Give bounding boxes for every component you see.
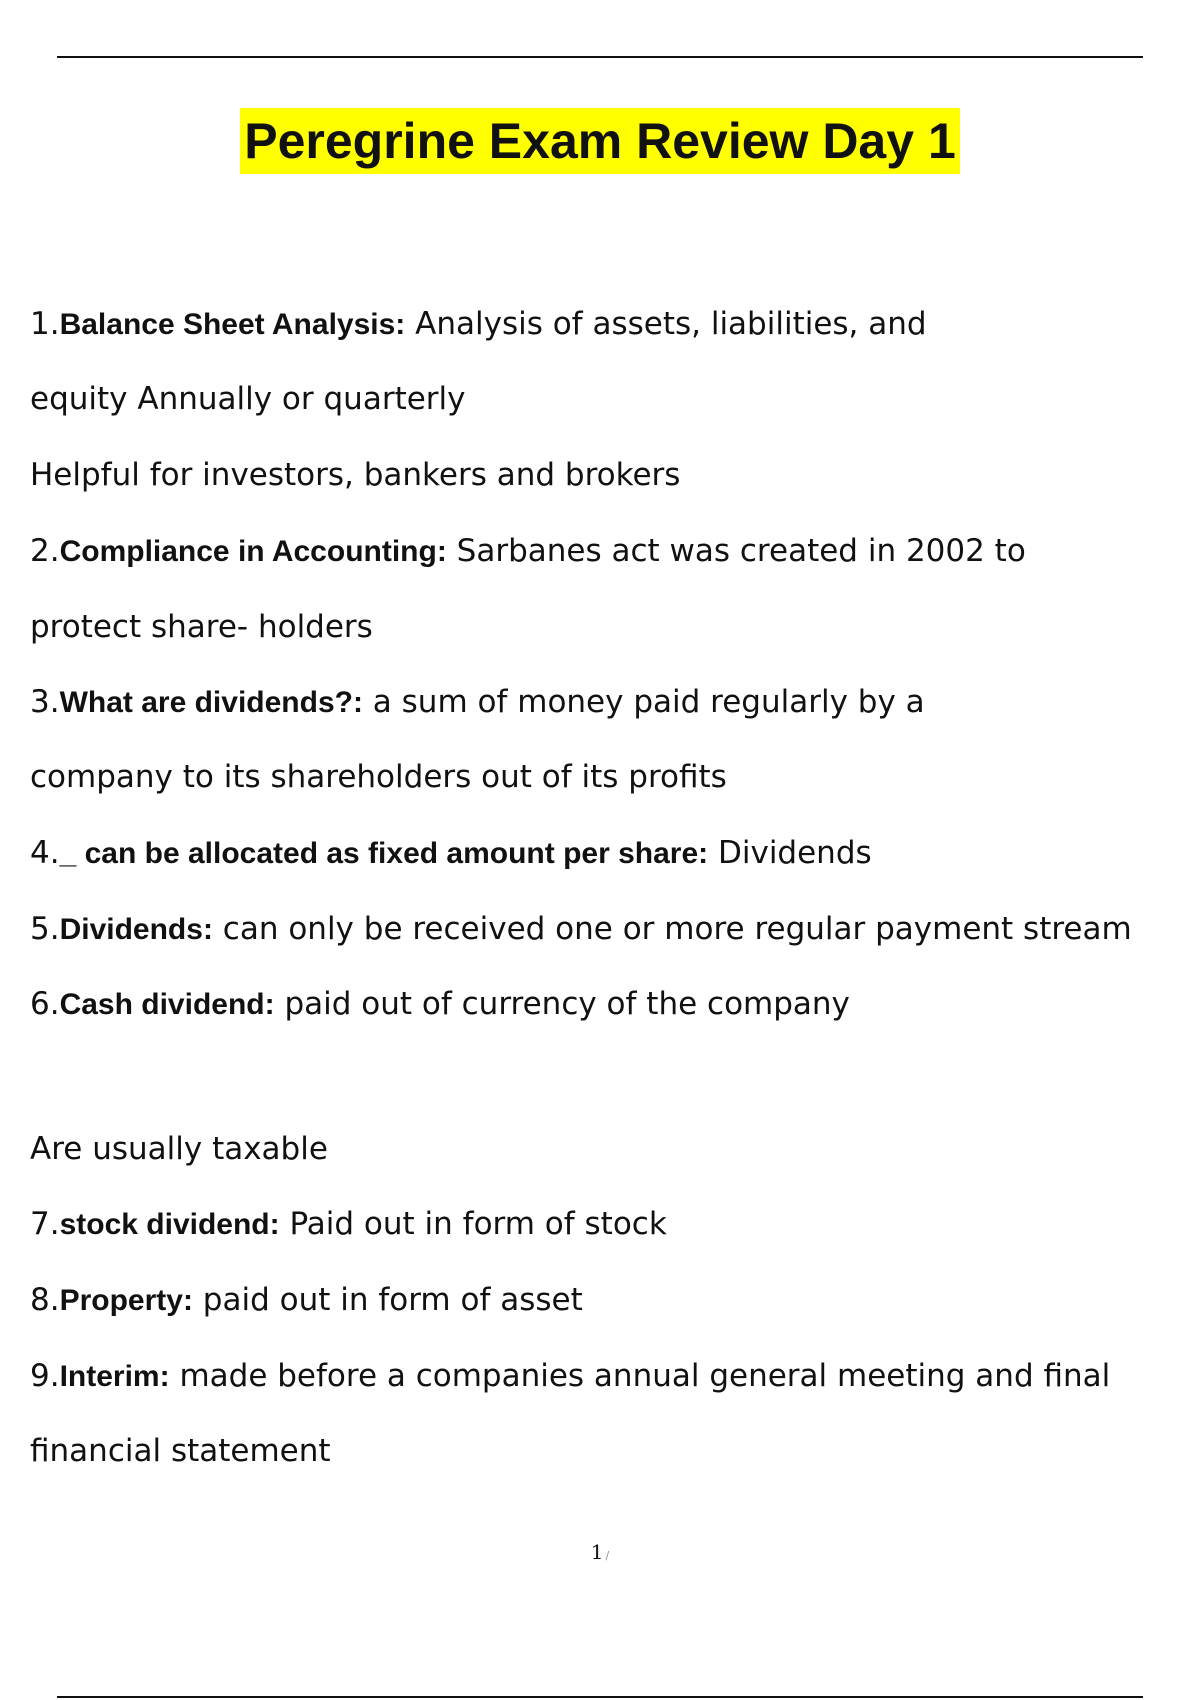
item-definition: Paid out in form of stock: [279, 1206, 667, 1242]
item-definition: paid out of currency of the company: [274, 986, 850, 1022]
item-continuation: Helpful for investors, bankers and brokers: [30, 457, 681, 493]
page-number-value: 1: [590, 1540, 604, 1564]
item-term: Interim:: [59, 1360, 170, 1393]
item-number: 8.: [30, 1282, 60, 1318]
list-item: [30, 682, 925, 722]
item-number: 4.: [30, 835, 60, 871]
item-number: 6.: [30, 986, 60, 1022]
item-term: Compliance in Accounting:: [59, 535, 447, 568]
list-item: [30, 304, 927, 344]
bottom-rule: [57, 1696, 1143, 1698]
page-number-suffix: /: [605, 1549, 610, 1562]
item-number: 7.: [30, 1206, 60, 1242]
item-term: Property:: [59, 1284, 193, 1317]
item-definition: made before a companies annual general meeting and final: [169, 1358, 1111, 1394]
item-continuation: financial statement: [30, 1433, 331, 1469]
list-item: [30, 833, 872, 873]
list-item: [30, 1356, 1110, 1396]
item-definition: Dividends: [708, 835, 872, 871]
item-number: 1.: [30, 306, 60, 342]
item-number: 5.: [30, 911, 60, 947]
item-term: Balance Sheet Analysis:: [59, 308, 406, 341]
item-term: Cash dividend:: [59, 988, 275, 1021]
item-continuation: protect share- holders: [30, 609, 373, 645]
item-definition: Analysis of assets, liabilities, and: [405, 306, 927, 342]
document-title: [0, 108, 1200, 174]
item-continuation: company to its shareholders out of its profits: [30, 759, 727, 795]
item-term: Dividends:: [59, 913, 213, 946]
list-item: [30, 531, 1026, 571]
title-highlight: Peregrine Exam Review Day 1: [240, 108, 960, 174]
list-item: [30, 984, 850, 1024]
item-continuation: equity Annually or quarterly: [30, 381, 466, 417]
item-continuation: Are usually taxable: [30, 1131, 328, 1167]
list-item: [30, 1280, 583, 1320]
item-number: 3.: [30, 684, 60, 720]
item-definition: paid out in form of asset: [192, 1282, 583, 1318]
item-term: stock dividend:: [59, 1208, 280, 1241]
item-definition: a sum of money paid regularly by a: [362, 684, 925, 720]
item-definition: Sarbanes act was created in 2002 to: [446, 533, 1026, 569]
item-term: _ can be allocated as fixed amount per share:: [59, 837, 709, 870]
page-number: [0, 1540, 1200, 1568]
item-number: 9.: [30, 1358, 60, 1394]
list-item: [30, 909, 1132, 949]
item-number: 2.: [30, 533, 60, 569]
list-item: [30, 1204, 667, 1244]
top-rule: [57, 56, 1143, 58]
item-term: What are dividends?:: [59, 686, 363, 719]
item-definition: can only be received one or more regular payment stream: [212, 911, 1132, 947]
